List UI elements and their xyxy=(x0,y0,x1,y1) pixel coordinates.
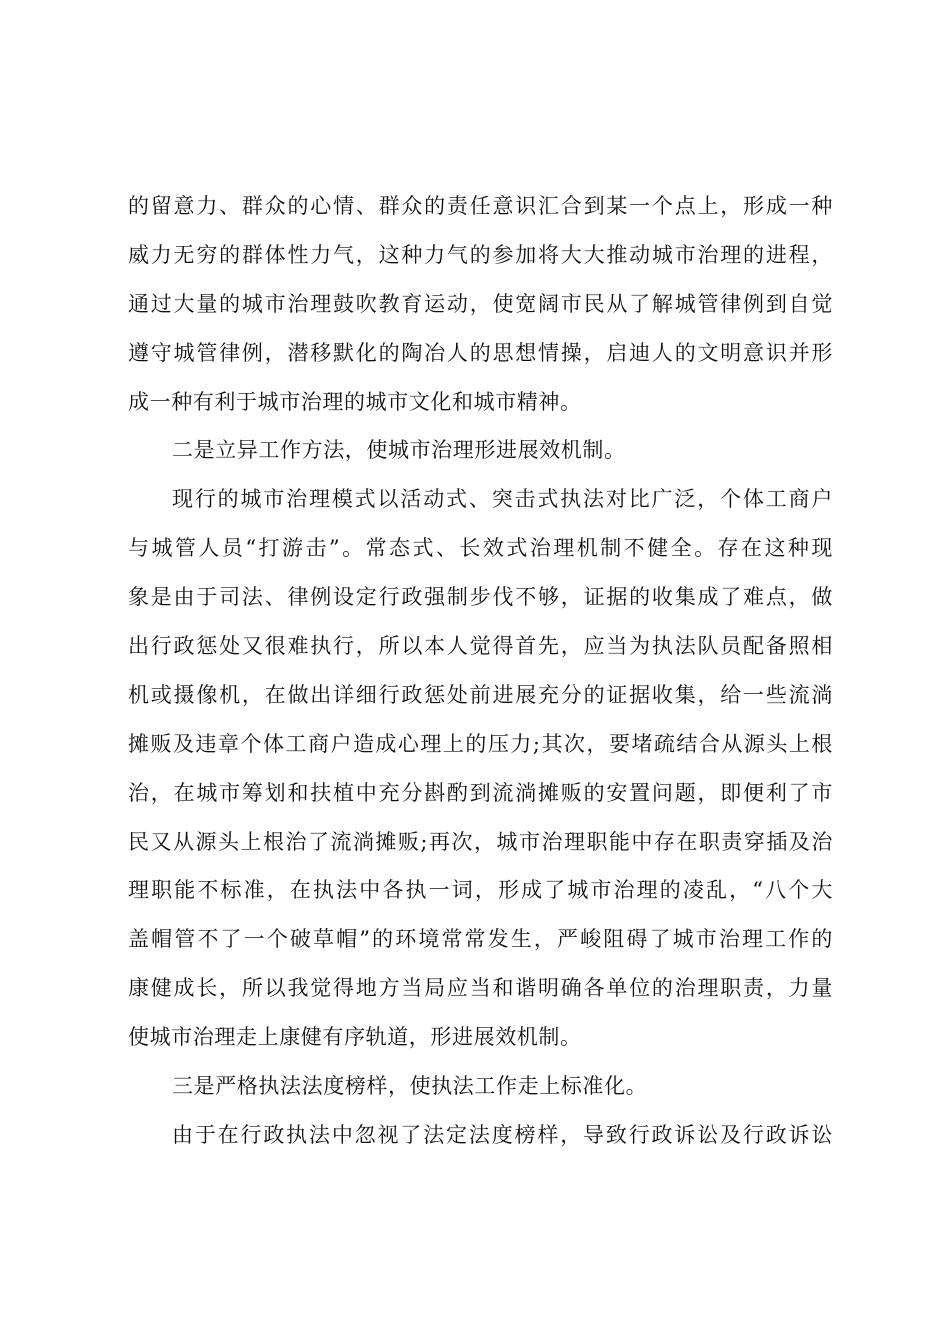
text-line: 理职能不标准，在执法中各执一词，形成了城市治理的凌乱，“八个大 xyxy=(128,878,833,903)
text-line: 象是由于司法、律例设定行政强制步伐不够，证据的收集成了难点，做 xyxy=(128,585,833,610)
text-line: 康健成长，所以我觉得地方当局应当和谐明确各单位的治理职责，力量 xyxy=(128,976,833,1001)
text-line: 的留意力、群众的心情、群众的责任意识汇合到某一个点上，形成一种 xyxy=(128,194,833,218)
text-line: 摊贩及违章个体工商户造成心理上的压力;其次，要堵疏结合从源头上根 xyxy=(128,731,833,756)
text-line: 现行的城市治理模式以活动式、突击式执法对比广泛，个体工商户 xyxy=(172,487,833,512)
text-line: 通过大量的城市治理鼓吹教育运动，使宽阔市民从了解城管律例到自觉 xyxy=(128,291,833,316)
text-line: 与城管人员“打游击”。常态式、长效式治理机制不健全。存在这种现 xyxy=(128,536,833,561)
text-line: 威力无穷的群体性力气，这种力气的参加将大大推动城市治理的进程， xyxy=(128,242,833,267)
text-line: 三是严格执法法度榜样，使执法工作走上标准化。 xyxy=(172,1074,648,1099)
text-line: 盖帽管不了一个破草帽”的环境常常发生，严峻阻碍了城市治理工作的 xyxy=(128,927,833,952)
text-line: 治，在城市筹划和扶植中充分斟酌到流淌摊贩的安置问题，即便利了市 xyxy=(128,780,833,805)
text-line: 成一种有利于城市治理的城市文化和城市精神。 xyxy=(128,389,582,414)
text-line: 使城市治理走上康健有序轨道，形进展效机制。 xyxy=(128,1025,582,1050)
text-line: 由于在行政执法中忽视了法定法度榜样，导致行政诉讼及行政诉讼 xyxy=(172,1122,833,1147)
text-line: 遵守城管律例，潜移默化的陶冶人的思想情操，启迪人的文明意识并形 xyxy=(128,340,833,365)
text-line: 民又从源头上根治了流淌摊贩;再次，城市治理职能中存在职责穿插及治 xyxy=(128,829,833,854)
text-line: 出行政惩处又很难执行，所以本人觉得首先，应当为执法队员配备照相 xyxy=(128,634,833,659)
text-line: 二是立异工作方法，使城市治理形进展效机制。 xyxy=(172,438,626,463)
body-text xyxy=(128,182,833,1160)
text-line: 机或摄像机，在做出详细行政惩处前进展充分的证据收集，给一些流淌 xyxy=(128,682,833,707)
